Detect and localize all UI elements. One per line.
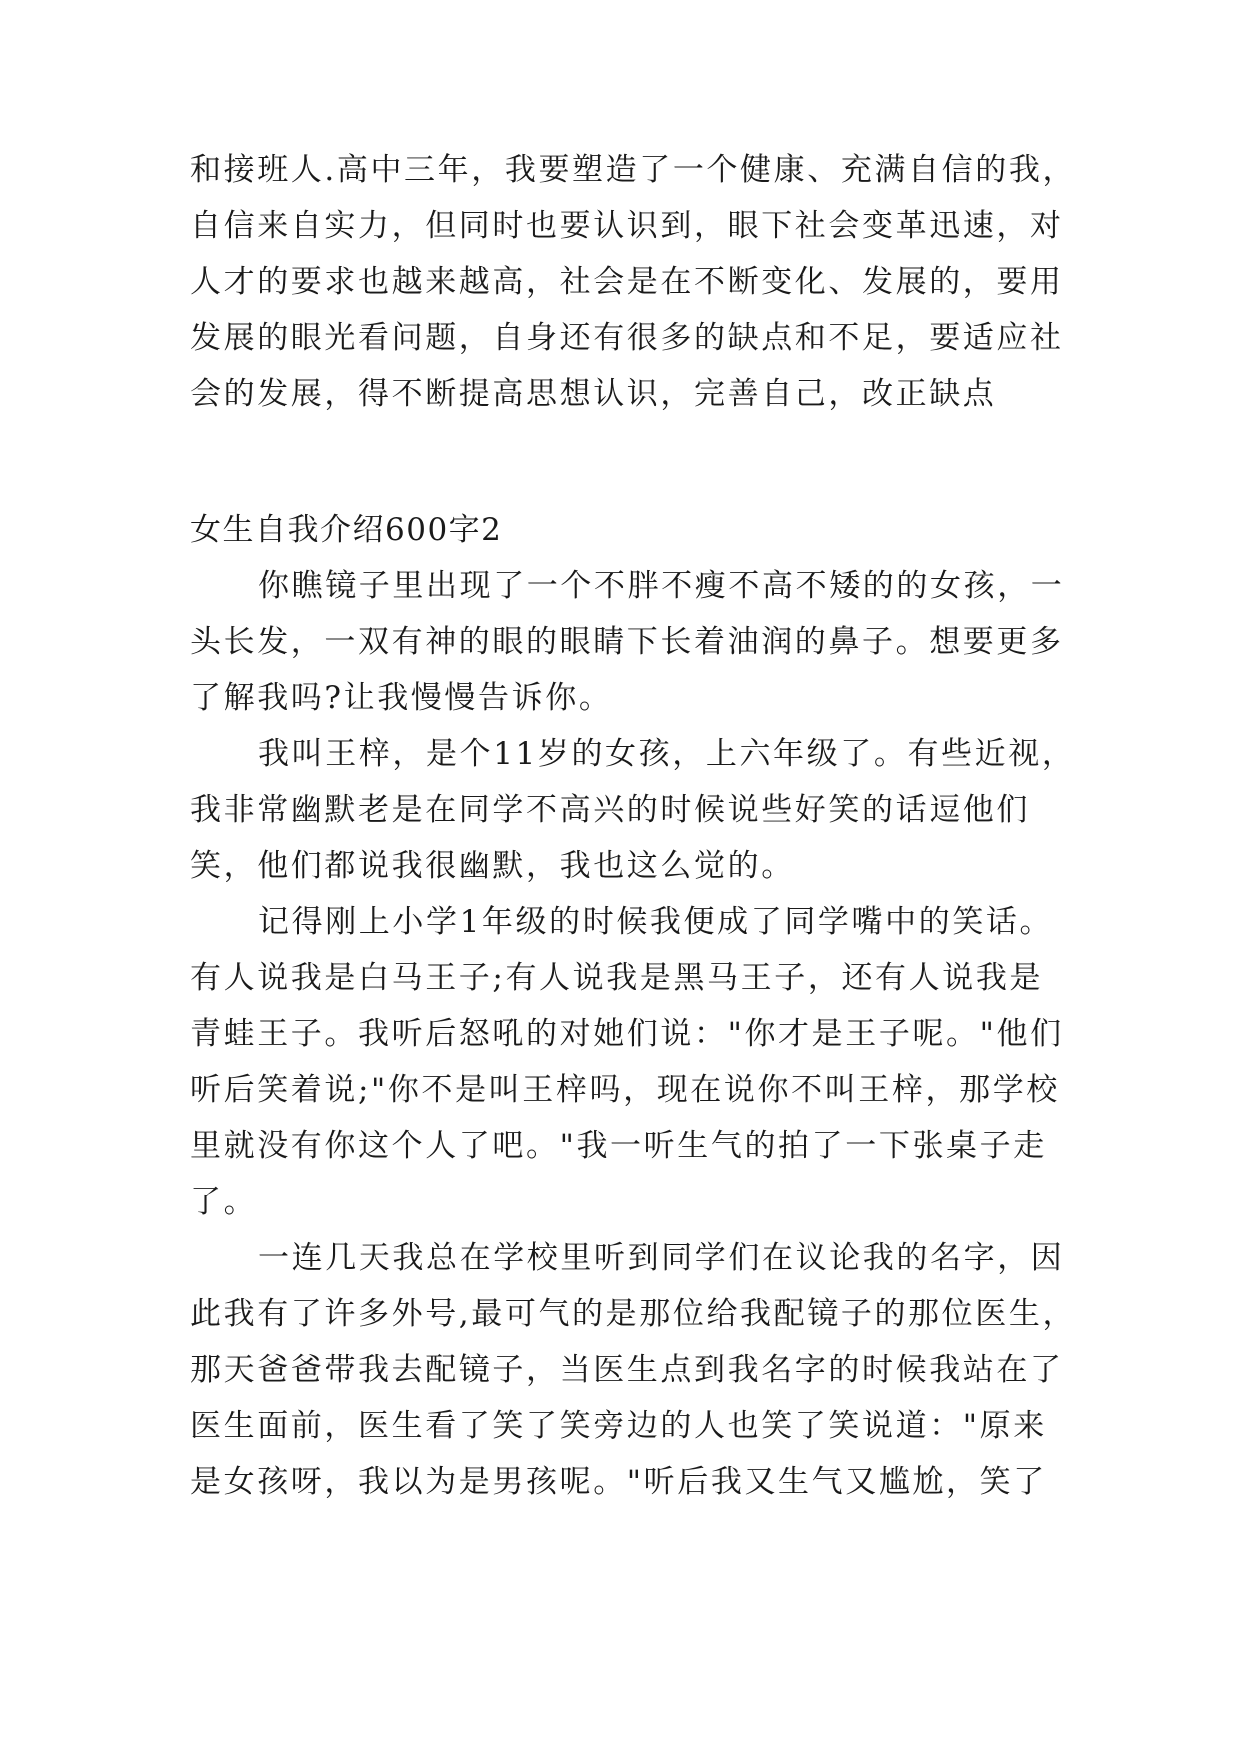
paragraph-line: 我非常幽默老是在同学不高兴的时候说些好笑的话逗他们: [190, 792, 1030, 828]
paragraph-line: 是女孩呀，我以为是男孩呢。"听后我又生气又尴尬，笑了: [190, 1464, 1047, 1500]
paragraph-line: 自信来自实力，但同时也要认识到，眼下社会变革迅速，对: [190, 208, 1064, 244]
paragraph-line: 听后笑着说;"你不是叫王梓吗，现在说你不叫王梓，那学校: [190, 1072, 1060, 1108]
paragraph-line: 有人说我是白马王子;有人说我是黑马王子，还有人说我是: [190, 960, 1044, 996]
paragraph-line: 头长发，一双有神的眼的眼睛下长着油润的鼻子。想要更多: [190, 624, 1064, 660]
paragraph-line: 笑，他们都说我很幽默，我也这么觉的。: [190, 848, 795, 884]
paragraph-line: 你瞧镜子里出现了一个不胖不瘦不高不矮的的女孩，一: [258, 568, 1065, 604]
paragraph-line: 了解我吗?让我慢慢告诉你。: [190, 680, 613, 716]
paragraph-line: 里就没有你这个人了吧。"我一听生气的拍了一下张桌子走: [190, 1128, 1047, 1164]
paragraph-line: 医生面前，医生看了笑了笑旁边的人也笑了笑说道："原来: [190, 1408, 1047, 1444]
paragraph-line: 记得刚上小学1年级的时候我便成了同学嘴中的笑话。: [258, 904, 1054, 940]
paragraph-line: 青蛙王子。我听后怒吼的对她们说："你才是王子呢。"他们: [190, 1016, 1064, 1052]
paragraph-line: 此我有了许多外号,最可气的是那位给我配镜子的那位医生，: [190, 1296, 1077, 1332]
section-title: 女生自我介绍600字2: [190, 512, 503, 548]
paragraph-line: 人才的要求也越来越高，社会是在不断变化、发展的，要用: [190, 264, 1064, 300]
paragraph-line: 那天爸爸带我去配镜子，当医生点到我名字的时候我站在了: [190, 1352, 1064, 1388]
paragraph-line: 一连几天我总在学校里听到同学们在议论我的名字，因: [258, 1240, 1065, 1276]
paragraph-line: 了。: [190, 1184, 258, 1220]
paragraph-line: 会的发展，得不断提高思想认识，完善自己，改正缺点: [190, 376, 997, 412]
paragraph-line: 我叫王梓，是个11岁的女孩，上六年级了。有些近视，: [258, 736, 1076, 772]
paragraph-line: 发展的眼光看问题，自身还有很多的缺点和不足，要适应社: [190, 320, 1064, 356]
paragraph-line: 和接班人.高中三年，我要塑造了一个健康、充满自信的我，: [190, 152, 1077, 188]
